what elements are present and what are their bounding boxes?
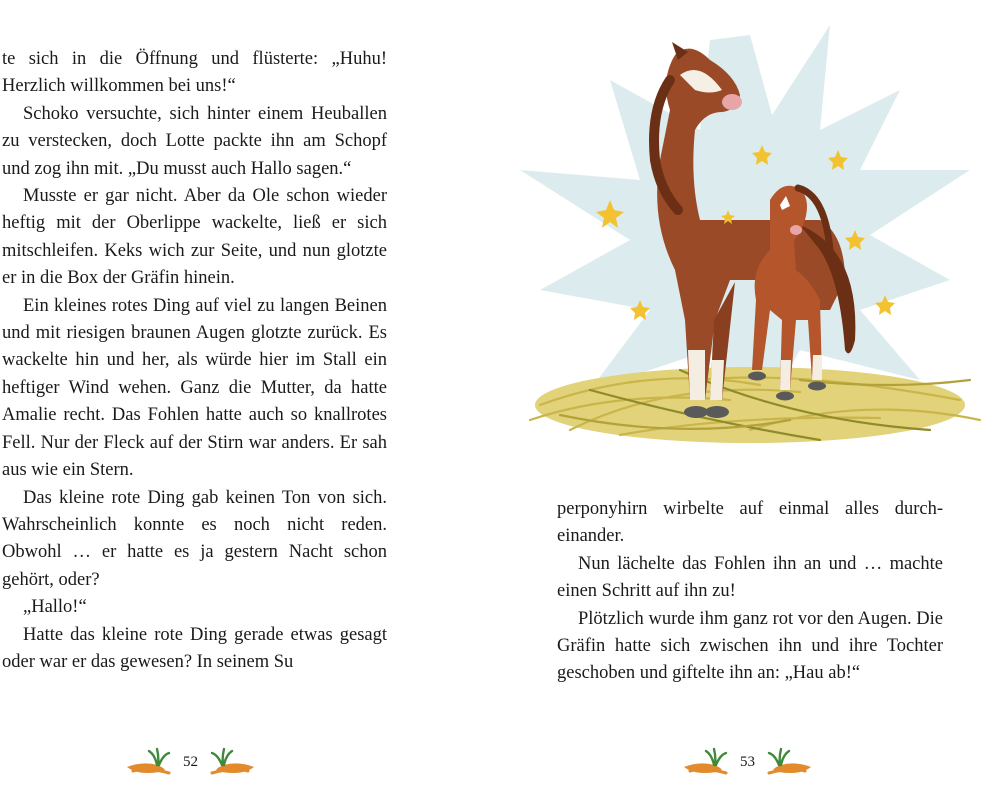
paragraph: Plötzlich wurde ihm ganz rot vor den Augen. Die Gräfin hatte sich zwischen ihn und ihre Tochter geschoben und giftelte ihn an: „Hau ab!“ <box>557 608 943 684</box>
carrot-icon <box>682 747 730 777</box>
paragraph: Musste er gar nicht. Aber da Ole schon wieder heftig mit der Oberlippe wackelte, ließ er sich mitschleifen. Keks wich zur Seite, und nun glotzte er in die Box der Gräfin hinein. <box>2 186 387 289</box>
paragraph: te sich in die Öffnung und flüsterte: „Huhu! Herzlich willkommen bei uns!“ <box>2 49 387 97</box>
paragraph: „Hallo!“ <box>23 597 87 618</box>
paragraph: Nun lächelte das Fohlen ihn an und … machte einen Schritt auf ihn zu! <box>557 553 943 602</box>
page-footer-right <box>682 746 813 778</box>
mare-and-foal-illustration <box>500 20 1000 480</box>
paragraph: Ein kleines rotes Ding auf viel zu langen Beinen und mit riesigen braunen Augen glotzte zurück. Es wackelte hin und her, als würde hier im Stall ein heftiger Wind wehen. Ganz die Mutter, da hatte Amalie recht. Das Fohlen hatte auch so knallrotes Fell. Nur der Fleck auf der Stirn war anders. Er sah aus wie ein Stern. <box>2 295 387 481</box>
paragraph: perponyhirn wirbelte auf einmal alles durcheinander. <box>557 499 943 547</box>
right-text-column <box>557 496 943 688</box>
carrot-icon <box>125 747 173 777</box>
paragraph: Das kleine rote Ding gab keinen Ton von sich. Wahrscheinlich konnte es noch nicht reden. Obwohl … er hatte es ja gestern Nacht schon gehört, oder? <box>2 487 387 590</box>
carrot-icon <box>765 747 813 777</box>
page-number: 53 <box>740 753 755 770</box>
carrot-icon <box>208 747 256 777</box>
left-text-column <box>2 46 387 676</box>
paragraph: Hatte das kleine rote Ding gerade etwas gesagt oder war er das gewesen? In seinem Su <box>2 624 387 672</box>
page-number: 52 <box>183 753 198 770</box>
paragraph: Schoko versuchte, sich hinter einem Heuballen zu verstecken, doch Lotte packte ihn am Schopf und zog ihn mit. „Du musst auch Hallo sagen.“ <box>2 103 387 179</box>
page-footer-left <box>125 746 256 778</box>
right-page <box>500 0 1000 800</box>
